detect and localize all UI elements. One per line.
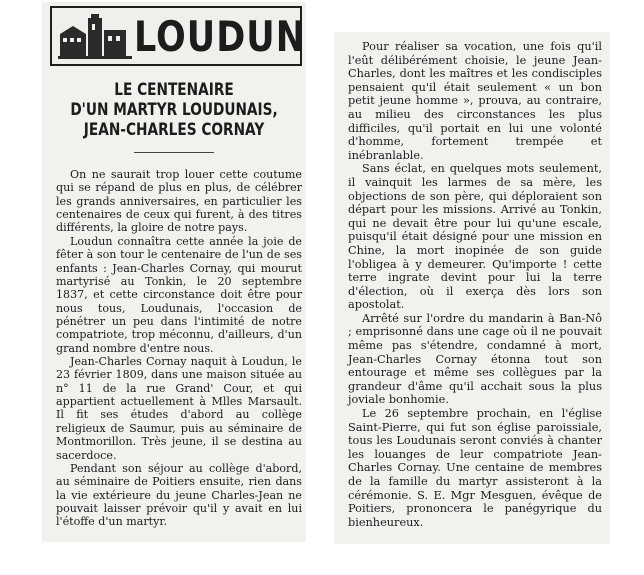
article-paragraph: Le 26 septembre prochain, en l'église Saint-Pierre, qui fut son église paroissiale, tous les Loudunais seront conviés à chanter les louanges de leur compatriote Jean-Charles Cornay. Une centaine de membres de la famille du martyr assisteront à la cérémonie. S. E. Mgr Mesguen, évêque de Poitiers, prononcera le panégyrique du bienheureux. xyxy=(348,407,602,529)
masthead-title: LOUDUN xyxy=(134,14,306,62)
article-column-left xyxy=(56,168,302,529)
article-column-right xyxy=(348,40,602,529)
article-paragraph: Sans éclat, en quelques mots seulement, il vainquit les larmes de sa mère, les objections de son père, qui déploraient son départ pour les missions. Arrivé au Tonkin, qui ne devait être pour lui qu'une escale, puisqu'il était désigné pour une mission en Chine, la mort inopinée de son guide l'obligea à y demeurer. Qu'importe ! cette terre ingrate devint pour lui la terre d'élection, où il exerça dès lors son apostolat. xyxy=(348,162,602,312)
masthead xyxy=(50,6,306,66)
article-paragraph: Loudun connaîtra cette année la joie de fêter à son tour le centenaire de l'un de ses enfants : Jean-Charles Cornay, qui mourut martyrisé au Tonkin, le 20 septembre 1837, et cette circonstance doit être pour nous tous, Loudunais, l'occasion de pénétrer un peu dans l'intimité de notre compatriote, trop méconnu, d'ailleurs, d'un grand nombre d'entre nous. xyxy=(56,234,302,355)
article-clipping-left xyxy=(42,2,306,542)
article-paragraph: Arrêté sur l'ordre du mandarin à Ban-Nô ; emprisonné dans une cage où il ne pouvait même pas s'étendre, condamné à mort, Jean-Charles Cornay étonna tout son entourage et même ses collègues par la grandeur d'âme qu'il acchait sous la plus joviale bonhomie. xyxy=(348,311,602,407)
article-paragraph: Pour réaliser sa vocation, une fois qu'il l'eût délibérément choisie, le jeune Jean-Charles, dont les maîtres et les condisciples pensaient qu'il était seulement « un bon petit jeune homme », prouva, au contraire, au milieu des circonstances les plus difficiles, qu'il portait en lui une volonté d'homme, fortement trempée et inébranlable. xyxy=(348,40,602,162)
article-title xyxy=(64,80,283,140)
article-clipping-right xyxy=(334,32,610,544)
article-title-line: LE CENTENAIRE xyxy=(114,80,234,99)
title-divider xyxy=(134,152,214,153)
article-paragraph: Pendant son séjour au collège d'abord, au séminaire de Poitiers ensuite, rien dans la vie extérieure du jeune Charles-Jean ne pouvait laisser prévoir qu'il y avait en lui l'étoffe d'un martyr. xyxy=(56,461,302,529)
article-title-line: D'UN MARTYR LOUDUNAIS, xyxy=(70,100,278,119)
article-paragraph: On ne saurait trop louer cette coutume qui se répand de plus en plus, de célébrer les grands anniversaires, en particulier les centenaires de ceux qui furent, à des titres différents, la gloire de notre pays. xyxy=(56,168,302,235)
article-title-line: JEAN-CHARLES CORNAY xyxy=(83,120,265,139)
article-paragraph: Jean-Charles Cornay naquit à Loudun, le 23 février 1809, dans une maison située au n° 11 de la rue Grand' Cour, et qui appartient actuellement à Mlles Marsault. Il fit ses études d'abord au collège religieux de Saumur, puis au séminaire de Montmorillon. Très jeune, il se destina au sacerdoce. xyxy=(56,355,302,462)
town-skyline-icon xyxy=(58,14,132,60)
